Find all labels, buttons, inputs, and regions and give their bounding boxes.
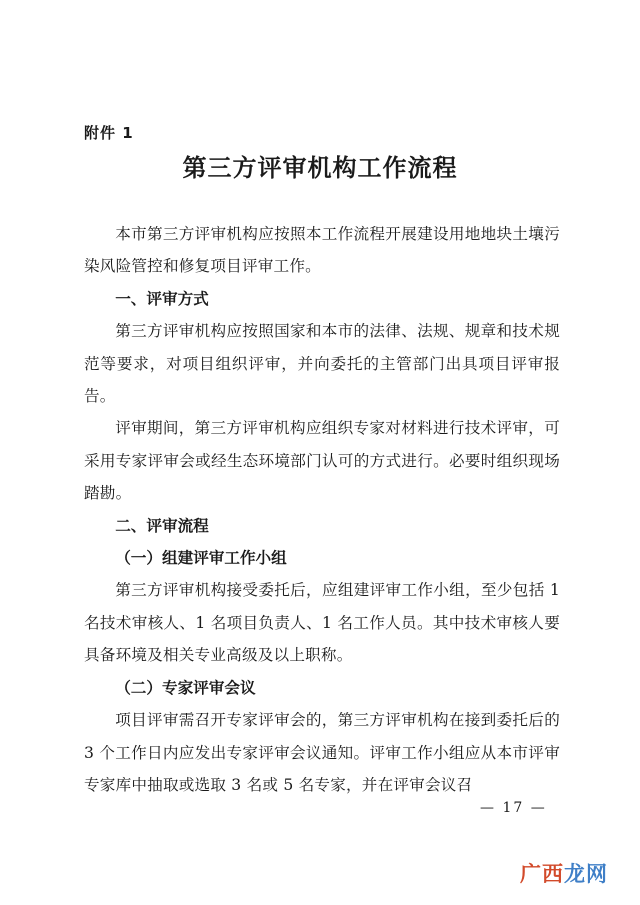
document-body [84, 218, 560, 801]
attachment-label: 附件 1 [84, 124, 134, 142]
watermark-logo [520, 858, 608, 888]
watermark-text-blue: 龙网 [564, 862, 608, 886]
section-1-paragraph-1: 第三方评审机构应按照国家和本市的法律、法规、规章和技术规范等要求，对项目组织评审，并向委托的主管部门出具项目评审报告。 [84, 322, 560, 406]
subsection-1-heading: （一）组建评审工作小组 [115, 548, 287, 568]
section-1-heading: 一、评审方式 [115, 289, 209, 308]
watermark-text-red: 广西 [520, 862, 564, 886]
section-1-paragraph-2: 评审期间，第三方评审机构应组织专家对材料进行技术评审，可采用专家评审会或经生态环境部门认可的方式进行。必要时组织现场踏勘。 [84, 419, 560, 503]
section-2-heading: 二、评审流程 [115, 516, 209, 535]
page-number: — 17 — [480, 800, 547, 816]
intro-paragraph: 本市第三方评审机构应按照本工作流程开展建设用地地块土壤污染风险管控和修复项目评审工作。 [84, 225, 560, 276]
document-title: 第三方评审机构工作流程 [182, 154, 458, 182]
subsection-1-paragraph: 第三方评审机构接受委托后，应组建评审工作小组，至少包括 1 名技术审核人、1 名项目负责人、1 名工作人员。其中技术审核人要具备环境及相关专业高级及以上职称。 [84, 581, 560, 665]
subsection-2-heading: （二）专家评审会议 [115, 677, 256, 697]
subsection-2-paragraph: 项目评审需召开专家评审会的，第三方评审机构在接到委托后的 3 个工作日内应发出专家评审会议通知。评审工作小组应从本市评审专家库中抽取或选取 3 名或 5 名专家，并在评审会议召 [84, 711, 560, 794]
